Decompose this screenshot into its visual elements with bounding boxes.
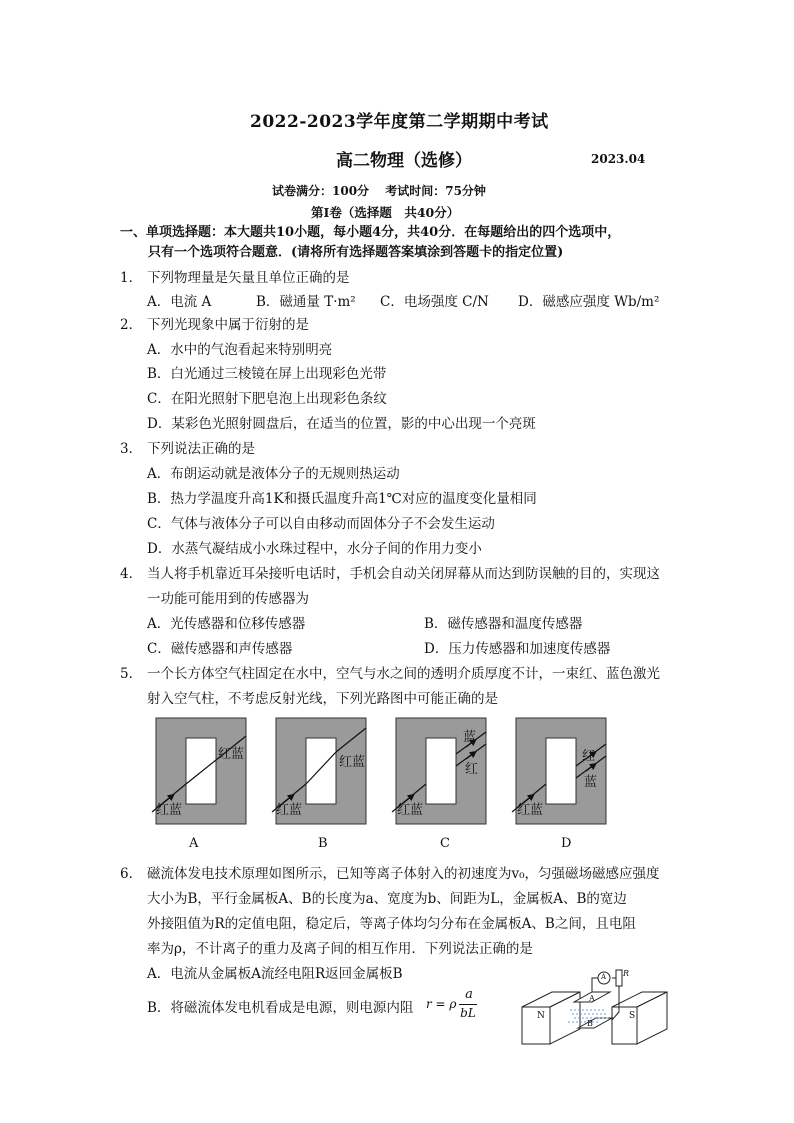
q5-stem-line2: 射入空气柱，不考虑反射光线，下列光路图中可能正确的是 bbox=[147, 691, 498, 707]
q4-stem-line2: 一功能可能用到的传感器为 bbox=[147, 591, 309, 607]
q6-option-b-numerator: a bbox=[465, 987, 473, 1002]
q5-fig-a-in-label: 红蓝 bbox=[156, 803, 183, 818]
q5-fig-c-out1-label: 蓝 bbox=[463, 730, 477, 745]
q3-option-c: C．气体与液体分子可以自由移动而固体分子不会发生运动 bbox=[147, 516, 495, 532]
q1-option-d: D．磁感应强度 Wb/m² bbox=[518, 294, 660, 310]
q6-fig-n-label: N bbox=[537, 1011, 545, 1021]
q6-fig-plate-b-label: B bbox=[587, 1019, 593, 1028]
q1-stem: 下列物理量是矢量且单位正确的是 bbox=[147, 270, 350, 286]
exam-subtitle: 高二物理（选修） bbox=[336, 151, 472, 171]
q4-number: 4． bbox=[120, 566, 143, 582]
section-heading-line1: 一、单项选择题：本大题共10小题，每小题4分，共40分．在每题给出的四个选项中， bbox=[120, 225, 621, 240]
q6-fig-plate-a-label: A bbox=[589, 994, 595, 1003]
q2-option-b: B．白光通过三棱镜在屏上出现彩色光带 bbox=[147, 366, 387, 382]
q6-fig-resistor-label: R bbox=[623, 969, 630, 978]
section-heading-line2: 只有一个选项符合题意．(请将所有选择题答案填涂到答题卡的指定位置) bbox=[148, 245, 564, 260]
q6-fig-ammeter-label: A bbox=[601, 973, 607, 981]
q6-option-b-fraction-bar bbox=[459, 1004, 477, 1005]
q3-number: 3． bbox=[120, 441, 143, 457]
q6-figure bbox=[512, 962, 670, 1052]
q5-fig-a-caption: A bbox=[189, 836, 199, 851]
q4-option-b: B．磁传感器和温度传感器 bbox=[424, 616, 583, 632]
q5-fig-b-in-label: 红蓝 bbox=[276, 803, 303, 818]
q6-stem-line1: 磁流体发电技术原理如图所示，已知等离子体射入的初速度为v₀，匀强磁场磁感应强度 bbox=[147, 866, 660, 882]
exam-meta: 试卷满分：100分 考试时间：75分钟 bbox=[272, 184, 486, 198]
q1-option-c: C．电场强度 C/N bbox=[380, 294, 489, 310]
q6-option-a: A．电流从金属板A流经电阻R返回金属板B bbox=[147, 966, 403, 982]
q1-option-a: A．电流 A bbox=[147, 294, 212, 310]
q6-option-b-denominator: bL bbox=[460, 1006, 476, 1020]
q5-fig-d-out1-label: 红 bbox=[582, 749, 596, 764]
q5-fig-c-out2-label: 红 bbox=[465, 762, 479, 777]
q4-option-d: D．压力传感器和加速度传感器 bbox=[424, 641, 611, 657]
q2-option-a: A．水中的气泡看起来特别明亮 bbox=[147, 342, 333, 358]
q6-stem-line4: 率为ρ，不计离子的重力及离子间的相互作用．下列说法正确的是 bbox=[147, 941, 533, 957]
q2-option-c: C．在阳光照射下肥皂泡上出现彩色条纹 bbox=[147, 391, 387, 407]
exam-title: 2022-2023学年度第二学期期中考试 bbox=[250, 112, 549, 132]
q1-number: 1． bbox=[120, 270, 143, 286]
q3-option-b: B．热力学温度升高1K和摄氏温度升高1℃对应的温度变化量相同 bbox=[147, 491, 537, 507]
q5-fig-d-caption: D bbox=[561, 836, 572, 851]
q5-number: 5． bbox=[120, 666, 143, 682]
q4-option-a: A．光传感器和位移传感器 bbox=[147, 616, 306, 632]
q4-stem-line1: 当人将手机靠近耳朵接听电话时，手机会自动关闭屏幕从而达到防误触的目的，实现这 bbox=[147, 566, 660, 582]
q6-option-b-formula-lhs: r = ρ bbox=[426, 997, 457, 1011]
q3-option-a: A．布朗运动就是液体分子的无规则热运动 bbox=[147, 466, 400, 482]
q5-fig-a-out-label: 红蓝 bbox=[218, 747, 245, 762]
q6-number: 6． bbox=[120, 866, 143, 882]
q3-option-d: D．水蒸气凝结成小水珠过程中，水分子间的作用力变小 bbox=[147, 541, 482, 557]
q3-stem: 下列说法正确的是 bbox=[147, 441, 255, 457]
q5-fig-d-in-label: 红蓝 bbox=[517, 803, 544, 818]
q5-fig-c-caption: C bbox=[440, 836, 450, 851]
q6-stem-line2: 大小为B，平行金属板A、B的长度为a、宽度为b、间距为L，金属板A、B的宽边 bbox=[147, 891, 627, 907]
exam-date: 2023.04 bbox=[591, 152, 646, 166]
q5-fig-d-out2-label: 蓝 bbox=[584, 775, 598, 790]
q5-stem-line1: 一个长方体空气柱固定在水中，空气与水之间的透明介质厚度不计，一束红、蓝色激光 bbox=[147, 666, 660, 682]
q6-option-b-text: B．将磁流体发电机看成是电源，则电源内阻 bbox=[147, 1000, 414, 1016]
q2-stem: 下列光现象中属于衍射的是 bbox=[147, 317, 309, 333]
q1-option-b: B．磁通量 T·m² bbox=[256, 294, 356, 310]
part-heading: 第Ⅰ卷（选择题 共40分） bbox=[311, 205, 460, 220]
q5-fig-c-in-label: 红蓝 bbox=[397, 803, 424, 818]
q5-fig-b-out-label: 红蓝 bbox=[339, 755, 366, 770]
q6-stem-line3: 外接阻值为R的定值电阻，稳定后，等离子体均匀分布在金属板A、B之间，且电阻 bbox=[147, 916, 636, 932]
q2-number: 2． bbox=[120, 317, 143, 333]
q4-option-c: C．磁传感器和声传感器 bbox=[147, 641, 293, 657]
q2-option-d: D．某彩色光照射圆盘后，在适当的位置，影的中心出现一个亮斑 bbox=[147, 416, 536, 432]
q5-figures bbox=[150, 714, 630, 844]
q6-fig-s-label: S bbox=[629, 1011, 636, 1021]
q5-fig-b-caption: B bbox=[318, 836, 328, 851]
